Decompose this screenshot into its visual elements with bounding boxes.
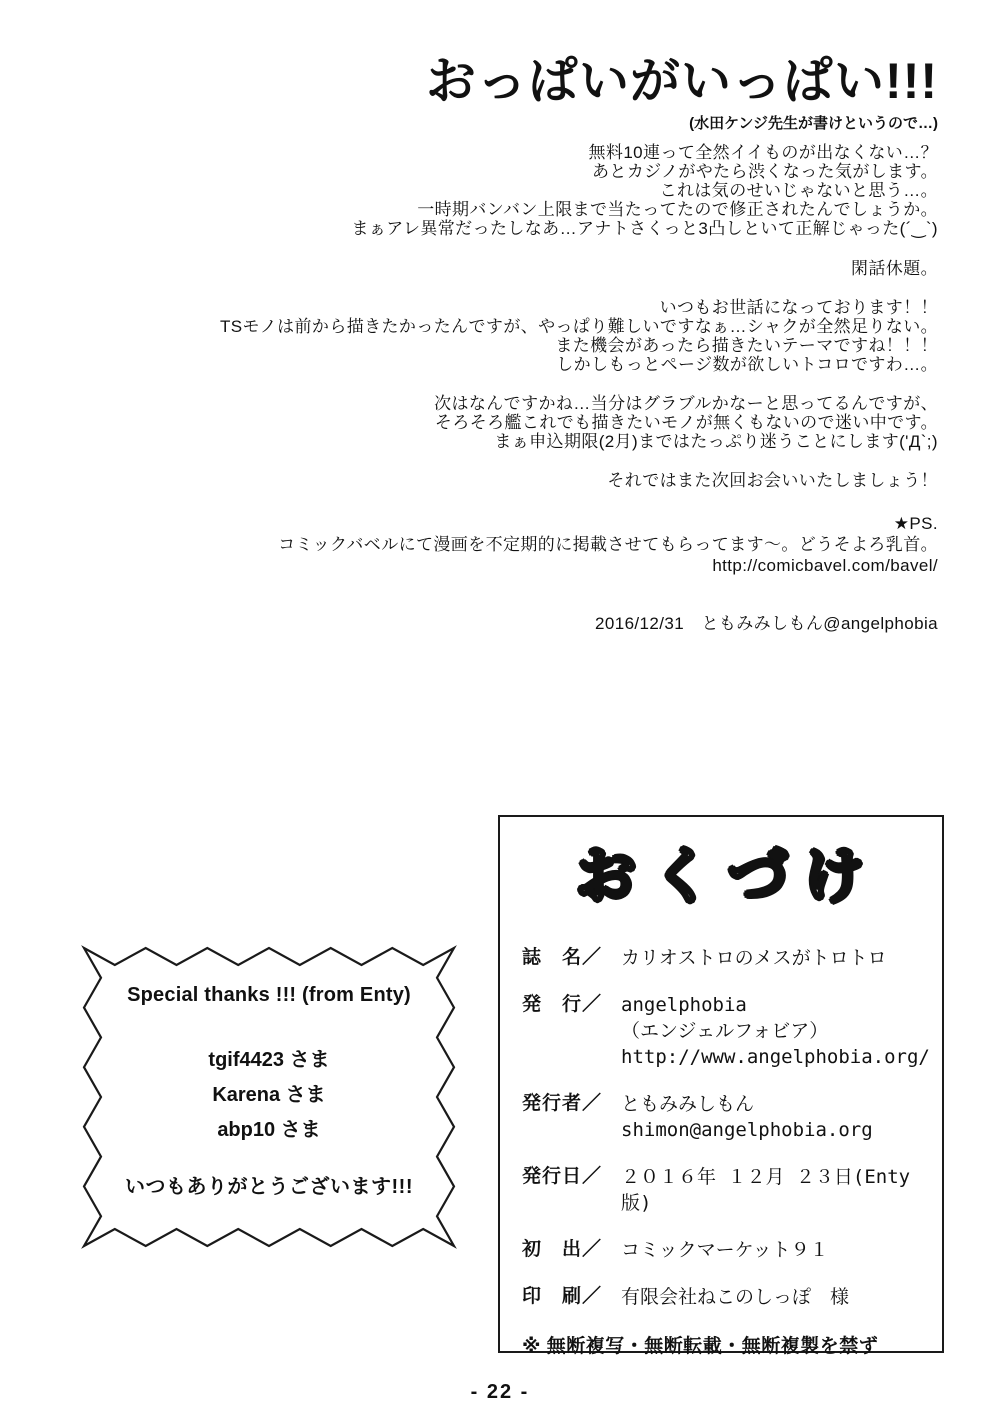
afterword-paragraph-next-work: 次はなんですかね…当分はグラブルかなーと思ってるんですが、 そろそろ艦これでも描きたいモノが無くもないので迷い中です。 まぁ申込期限(2月)まではたっぷり迷うことにします('Д`;) <box>434 394 938 451</box>
afterword-closing-line: それではまた次回お会いいたしましょう！ <box>607 471 938 490</box>
colophon-rows <box>522 945 928 1310</box>
colophon-label: 初 出／ <box>522 1239 603 1260</box>
afterword-paragraph-gacha: 無料10連って全然イイものが出なくない…？ あとカジノがやたら渋くなった気がします。 これは気のせいじゃないと思う…。 一時期バンバン上限まで当たってたので修正されたんでしょうか。 まぁアレ異常だったしなあ…アナトさくっと3凸しといて正解じゃった(´‿`) <box>351 143 938 238</box>
colophon-value: ２０１６年 １２月 ２３日(Enty版) <box>621 1166 911 1214</box>
afterword-aside: 閑話休題。 <box>851 259 938 278</box>
colophon-label: 発 行／ <box>522 994 603 1015</box>
page-number: - 22 - <box>470 1381 530 1403</box>
colophon-row-printer <box>522 1284 928 1310</box>
colophon-box <box>498 815 944 1357</box>
colophon-label: 発行日／ <box>522 1166 603 1187</box>
colophon-value: コミックマーケット９１ <box>621 1239 829 1261</box>
colophon-label: 発行者／ <box>522 1093 603 1114</box>
afterword-column <box>0 52 938 634</box>
afterword-paragraph-greeting: いつもお世話になっております！！ TSモノは前から描きたかったんですが、やっぱり難しいですなぁ…シャクが全然足りない。 また機会があったら描きたいテーマですね！！！ しかしもっとページ数が欲しいトコロですわ…。 <box>219 298 938 374</box>
colophon-title: おくづけ <box>576 843 880 910</box>
colophon-value: angelphobia （エンジェルフォビア） http://www.angelphobia.org/ <box>621 994 930 1068</box>
afterword-ps-note: ★PS. コミックバベルにて漫画を不定期的に掲載させてもらってます～。どうそよろ乳首。 http://comicbavel.com/bavel/ <box>278 514 938 575</box>
special-thanks-content <box>84 948 454 1246</box>
colophon-copyright-note: ※ 無断複写・無断転載・無断複製を禁ず <box>522 1336 879 1357</box>
signature-line: 2016/12/31 ともみみしもん@angelphobia <box>595 614 938 633</box>
colophon-row-first-appearance <box>522 1237 928 1263</box>
colophon-label: 誌 名／ <box>522 947 603 968</box>
colophon-value: 有限会社ねこのしっぽ 様 <box>621 1286 850 1308</box>
special-thanks-names: tgif4423 さま Karena さま abp10 さま <box>208 1049 330 1141</box>
afterword-subtitle: (水田ケンジ先生が書けというので…) <box>689 115 938 132</box>
colophon-value: カリオストロのメスがトロトロ <box>621 947 887 969</box>
afterword-title: おっぱいがいっぱい!!! <box>426 53 938 109</box>
colophon-row-author <box>522 1091 928 1143</box>
colophon-value: ともみみしもん shimon@angelphobia.org <box>621 1093 873 1141</box>
colophon-row-publisher-circle <box>522 992 928 1070</box>
colophon-label: 印 刷／ <box>522 1286 603 1307</box>
colophon-row-publish-date <box>522 1164 928 1216</box>
colophon-row-book-title <box>522 945 928 971</box>
special-thanks-box <box>84 948 454 1246</box>
special-thanks-title: Special thanks !!! (from Enty) <box>127 984 411 1006</box>
special-thanks-closing: いつもありがとうございます!!! <box>125 1176 413 1198</box>
